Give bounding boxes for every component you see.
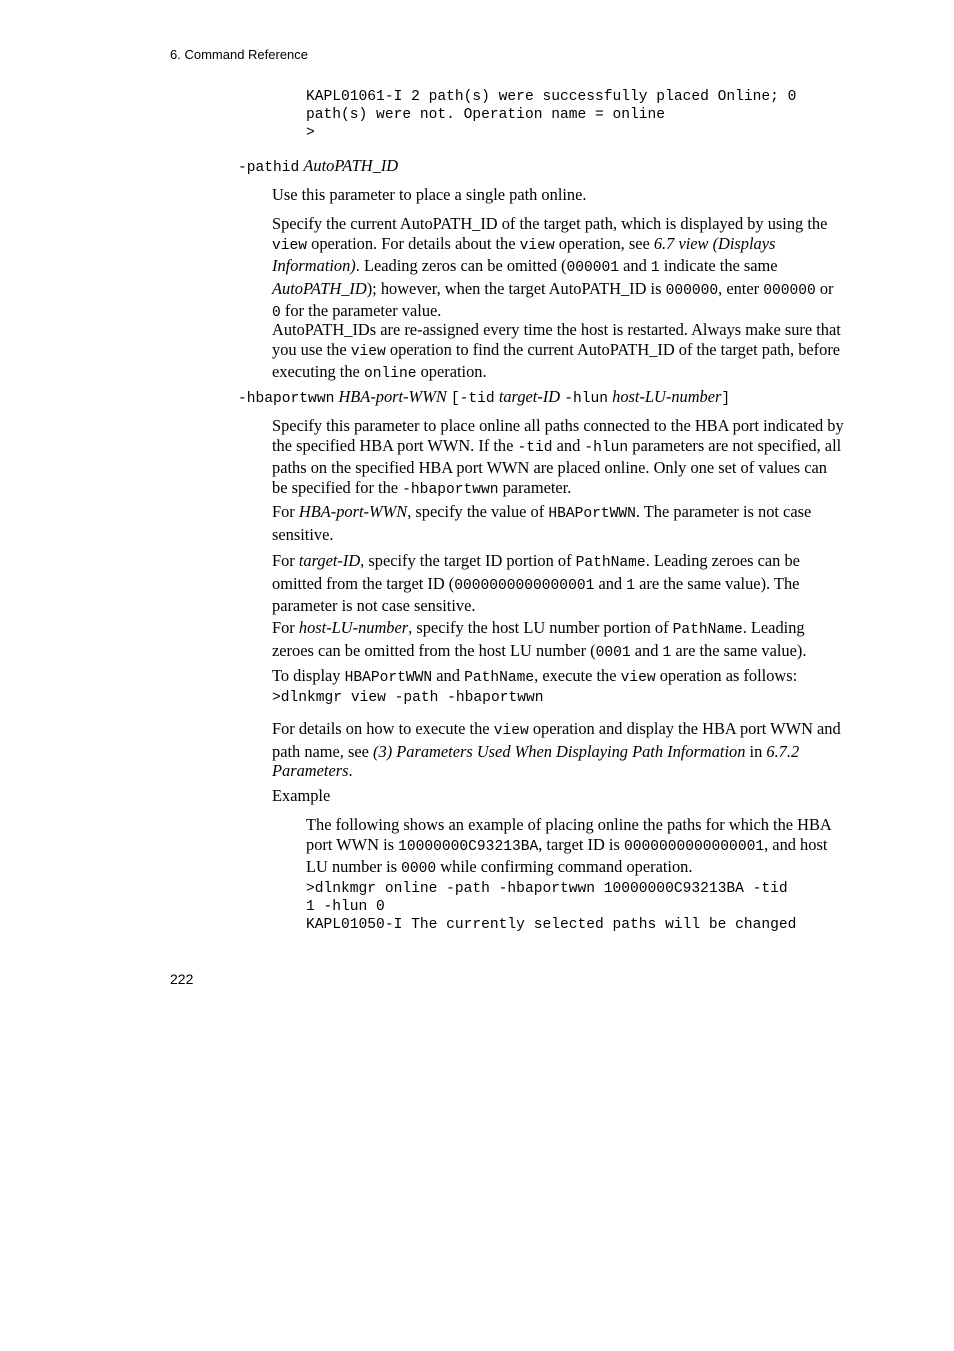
paragraph: [272, 502, 844, 544]
paragraph: [272, 618, 844, 663]
paragraph-text: For host-LU-number, specify the host LU number portion of PathName. Leading zeroes can be omitted from the host LU number (0001 and 1 are the same value).: [272, 618, 807, 661]
paragraph: [272, 719, 844, 781]
cross-reference-link[interactable]: 6.7.2 Parameters: [272, 741, 800, 781]
paragraph: [272, 666, 844, 707]
term-argument: host-LU-number: [612, 387, 722, 406]
paragraph-text: For HBA-port-WWN, specify the value of HBAPortWWN. The parameter is not case sensitive.: [272, 502, 812, 544]
parameter-term-hbaportwwn: [238, 387, 730, 410]
code-line: path(s) were not. Operation name = online: [306, 107, 666, 124]
example-block: [306, 815, 841, 934]
paragraph: [272, 320, 844, 385]
example-label: Example: [272, 786, 331, 805]
cross-reference-link[interactable]: (3) Parameters Used When Displaying Path Information: [373, 741, 746, 761]
code-line: >dlnkmgr view -path -hbaportwwn: [272, 689, 544, 706]
paragraph: [272, 551, 844, 616]
term-code: -hbaportwwn: [238, 391, 335, 407]
code-line: 1 -hlun 0: [306, 898, 385, 915]
code-line: >dlnkmgr online -path -hbaportwwn 10000000C93213BA -tid: [306, 880, 788, 897]
running-header: 6. Command Reference: [170, 47, 309, 62]
paragraph-text: For target-ID, specify the target ID portion of PathName. Leading zeroes can be omitted from the target ID (0000000000000001 and 1 are the same value). The parameter is not case sensitive.: [272, 551, 800, 616]
command-output-block: [306, 88, 878, 143]
cross-reference-link[interactable]: 6.7 view (Displays Information): [272, 233, 776, 276]
paragraph-text: Specify the current AutoPATH_ID of the target path, which is displayed by using the view operation. For details about the view operation, see 6.7 view (Displays Information). Leading zeros can be omitted (000001 and 1 indicate the same AutoPATH_ID); however, when the target AutoPATH_ID is 000000, enter 000000 or 0 for the parameter value.: [272, 214, 834, 322]
code-line: KAPL01061-I 2 path(s) were successfully placed Online; 0: [306, 89, 797, 105]
term-argument: AutoPATH_ID: [303, 156, 399, 175]
paragraph-text: AutoPATH_IDs are re-assigned every time the host is restarted. Always make sure that you use the view operation to find the current AutoPATH_ID of the target path, before executing the online operation.: [272, 320, 841, 383]
paragraph-text: To display HBAPortWWN and PathName, execute the view operation as follows:: [272, 666, 798, 686]
code-line: >: [306, 125, 315, 142]
term-code: -hlun: [564, 391, 609, 407]
page-number: 222: [170, 971, 194, 987]
term-code: [-tid: [450, 391, 495, 407]
parameter-term-pathid: [238, 156, 398, 179]
paragraph: [272, 214, 844, 324]
paragraph-text: The following shows an example of placing online the paths for which the HBA port WWN is 10000000C93213BA, target ID is 0000000000000001, and host LU number is 0000 while confirming command operation.: [306, 815, 831, 878]
term-code: ]: [721, 391, 731, 407]
term-code: -pathid: [238, 160, 300, 176]
paragraph-text: Use this parameter to place a single path online.: [272, 185, 587, 204]
term-argument: target-ID: [498, 387, 561, 406]
term-argument: HBA-port-WWN: [338, 387, 447, 406]
paragraph-text: For details on how to execute the view operation and display the HBA port WWN and path name, see (3) Parameters Used When Displaying Path Information in 6.7.2 Parameters.: [272, 719, 841, 781]
paragraph: [272, 185, 844, 205]
paragraph: [272, 416, 844, 500]
code-line: KAPL01050-I The currently selected paths will be changed: [306, 917, 797, 934]
paragraph-text: Specify this parameter to place online all paths connected to the HBA port indicated by the specified HBA port WWN. If the -tid and -hlun parameters are not specified, all paths on the specified HBA port WWN are placed online. Only one set of values can be specified for the -hbaportwwn parameter.: [272, 416, 844, 498]
